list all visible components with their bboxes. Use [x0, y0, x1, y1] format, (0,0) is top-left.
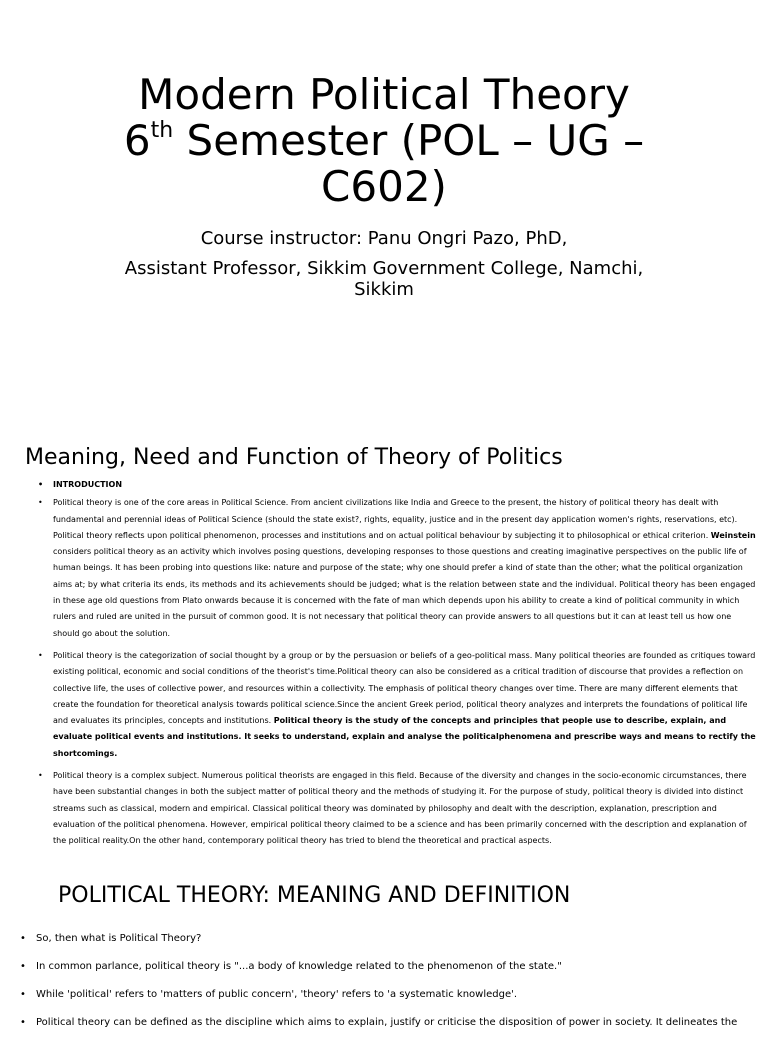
title-semester-number: 6: [123, 116, 151, 165]
paragraph-text: Political theory is one of the core areas in Political Science. From ancient civilizations like India and Greece to the present, the history of political theory has dealt with fundamental and perennial ideas of Political Science (should the state exist?, rights, equality, justice and in the present day application women's rights, reservations, etc). Political theory reflects upon political phenomenon, processes and institutions and on actual political behaviour by subjecting it to philosophical or ethical criterion.: [53, 498, 738, 540]
list-item: [38, 648, 760, 762]
title-slide: [0, 0, 768, 420]
instructor-position: [60, 258, 708, 300]
bullet-icon: •: [20, 989, 26, 1000]
bullet-list: [20, 932, 750, 1044]
paragraph-text: Political theory is a complex subject. Numerous political theorists are engaged in this field. Because of the diversity and changes in the socio-economic circumstances, there have been substantial changes in both the subject matter of political theory and the methods of studying it. For the purpose of study, political theory is divided into distinct streams such as classical, modern and empirical. Classical political theory was dominated by philosophy and dealt with the description, explanation, prescription and evaluation of the political phenomena. However, empirical political theory claimed to be a science and has been primarily concerned with the description and explanation of the political reality.On the other hand, contemporary political theory has tried to blend the theoretical and practical aspects.: [53, 771, 747, 846]
title-ordinal-suffix: th: [150, 118, 174, 143]
slide-heading: POLITICAL THEORY: MEANING AND DEFINITION: [58, 883, 571, 908]
list-item-text: Political theory can be defined as the discipline which aims to explain, justify or criticise the disposition of power in society. It delineates the: [36, 1017, 738, 1028]
list-item-text: In common parlance, political theory is "...a body of knowledge related to the phenomenon of the state.": [36, 961, 562, 972]
list-item: [20, 960, 750, 974]
list-item: [20, 1016, 750, 1030]
emphasis-text: Weinstein: [710, 530, 756, 540]
bullet-icon: •: [38, 650, 43, 660]
slide-heading: Meaning, Need and Function of Theory of Politics: [25, 445, 563, 470]
title-line-1: Modern Political Theory: [138, 70, 630, 119]
list-item: [20, 988, 750, 1002]
list-item: [20, 932, 750, 946]
paragraph-text: considers political theory as an activity which involves posing questions, developing responses to those questions and creating imaginative perspectives on the public life of human beings. It has been probing into questions like: nature and purpose of the state; why one should prefer a kind of state than the other; what the political organization aims at; by what criteria its ends, its methods and its achievements should be judged; what is the relation between state and the individual. Political theory has been engaged in these age old questions from Plato onwards because it is concerned with the fate of man which depends upon his ability to create a kind of political community in which rulers and ruled are united in the pursuit of common good. It is not necessary that political theory can provide answers to all questions but it can at least tell us how one should go about the solution.: [53, 547, 756, 638]
list-item: [38, 495, 760, 642]
list-item: [38, 768, 760, 849]
instructor-position-line-1: Assistant Professor, Sikkim Government College, Namchi,: [124, 258, 644, 279]
slide-title: [60, 72, 708, 210]
title-line-2: [60, 118, 708, 164]
list-item-text: While 'political' refers to 'matters of public concern', 'theory' refers to 'a systematic knowledge'.: [36, 989, 518, 1000]
title-semester-text: Semester (POL – UG –: [173, 116, 645, 165]
instructor-position-line-2: Sikkim: [354, 279, 414, 300]
bullet-icon: •: [38, 498, 43, 508]
bullet-icon: •: [20, 933, 26, 944]
title-line-3: C602): [321, 162, 447, 211]
emphasis-text: Political theory is the study of the concepts and principles that people use to describe, explain, and evaluate political events and institutions. It seeks to understand, explain and analyse the politicalphenomena and prescribe ways and means to rectify the shortcomings.: [53, 716, 756, 758]
list-item-text: So, then what is Political Theory?: [36, 933, 202, 944]
bullet-icon: •: [20, 961, 26, 972]
intro-label: INTRODUCTION: [53, 480, 123, 489]
list-item: [38, 477, 760, 493]
course-instructor: Course instructor: Panu Ongri Pazo, PhD,: [200, 228, 568, 249]
bullet-icon: •: [38, 771, 43, 781]
slide-subtitle: [60, 228, 708, 309]
bullet-icon: •: [20, 1017, 26, 1028]
bullet-list: [38, 477, 760, 856]
bullet-icon: •: [38, 480, 44, 489]
paragraph-text: Political theory is the categorization of social thought by a group or by the persuasion or beliefs of a geo-political mass. Many political theories are founded as critiques toward existing political, economic and social conditions of the theorist's time.Political theory can also be considered as a critical tradition of discourse that provides a reflection on collective life, the uses of collective power, and resources within a collectivity. The emphasis of political theory changes over time. There are many different elements that create the foundation for theoretical analysis towards political science.Since the ancient Greek period, political theory analyzes and interprets the foundations of political life and evaluates its principles, concepts and institutions.: [53, 650, 756, 726]
